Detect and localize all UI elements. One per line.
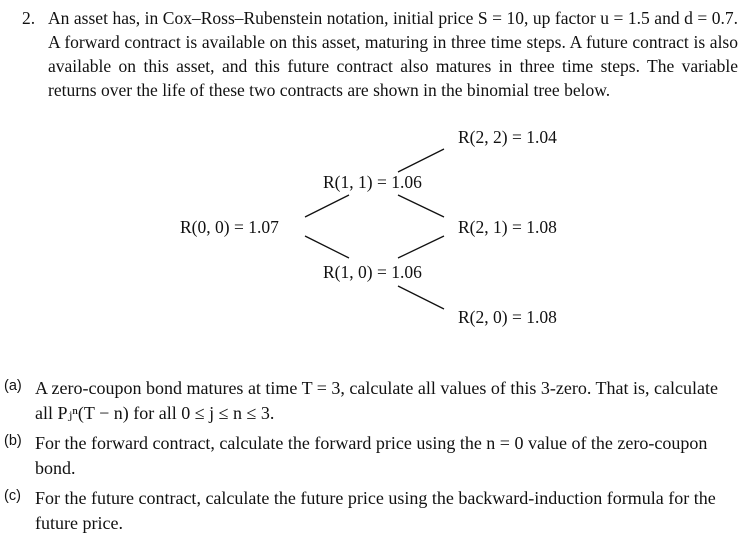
problem-number: 2. — [22, 8, 36, 28]
tree-node-r00: R(0, 0) = 1.07 — [180, 217, 279, 237]
tree-node-r22: R(2, 2) = 1.04 — [458, 127, 557, 147]
part-b-text: For the forward contract, calculate the forward price using the n = 0 value of the zero-coupon bond. — [35, 433, 708, 478]
tree-node-r10: R(1, 0) = 1.06 — [323, 262, 422, 282]
edge-r00-r11 — [305, 195, 349, 217]
part-c-text: For the future contract, calculate the future price using the backward-induction formula for the future price. — [35, 488, 716, 533]
edge-r00-r10 — [305, 236, 349, 258]
problem-statement — [22, 6, 738, 102]
edge-r11-r21 — [398, 195, 444, 217]
edge-r11-r22 — [398, 149, 444, 172]
part-a-text: A zero-coupon bond matures at time T = 3, calculate all values of this 3-zero. That is, calculate all Pⱼⁿ(T − n) for all 0 ≤ j ≤ n ≤ 3. — [35, 378, 718, 423]
edge-r10-r21 — [398, 236, 444, 258]
part-c-label: (c) — [4, 488, 21, 504]
tree-node-r20: R(2, 0) = 1.08 — [458, 307, 557, 327]
problem-text: An asset has, in Cox–Ross–Rubenstein notation, initial price S = 10, up factor u = 1.5 and d = 0.7. A forward contract is available on this asset, maturing in three time steps. A future contract is also available on this asset, and this future contract also matures in three time steps. The variable returns over the life of these two contracts are shown in the binomial tree below. — [48, 8, 738, 100]
edge-r10-r20 — [398, 286, 444, 309]
part-b-label: (b) — [4, 433, 22, 449]
part-a-label: (a) — [4, 378, 22, 394]
tree-node-r21: R(2, 1) = 1.08 — [458, 217, 557, 237]
tree-node-r11: R(1, 1) = 1.06 — [323, 172, 422, 192]
